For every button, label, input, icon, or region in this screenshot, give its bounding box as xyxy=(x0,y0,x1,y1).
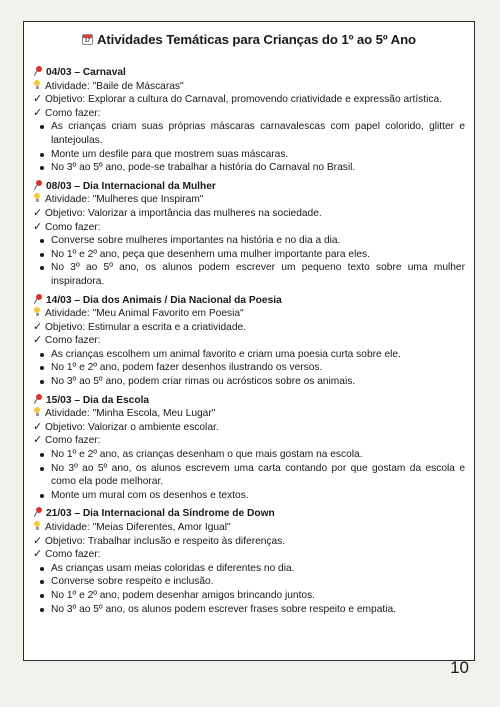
pushpin-icon xyxy=(33,66,43,76)
page-title xyxy=(24,32,474,47)
list-item: Monte um desfile para que mostrem suas máscaras. xyxy=(33,148,465,162)
list-item: Monte um mural com os desenhos e textos. xyxy=(33,489,465,503)
section-heading xyxy=(33,66,465,80)
list-item: No 1º e 2º ano, podem fazer desenhos ilustrando os versos. xyxy=(33,361,465,375)
checkmark-icon: ✓ xyxy=(33,334,43,347)
activity-section xyxy=(33,507,465,616)
activity-line xyxy=(33,80,465,94)
how-to-label: Como fazer: xyxy=(45,435,101,447)
how-to-line xyxy=(33,221,465,235)
list-item: No 1º e 2º ano, peça que desenhem uma mulher importante para eles. xyxy=(33,248,465,262)
objective-line xyxy=(33,93,465,107)
objective-text: Objetivo: Estimular a escrita e a criatividade. xyxy=(45,321,247,333)
checkmark-icon: ✓ xyxy=(33,548,43,561)
checkmark-icon: ✓ xyxy=(33,320,43,333)
steps-list xyxy=(33,120,465,174)
list-item: As crianças criam suas próprias máscaras carnavalescas com papel colorido, glitter e lantejoulas. xyxy=(33,120,465,147)
checkmark-icon: ✓ xyxy=(33,420,43,433)
activity-section xyxy=(33,294,465,389)
pushpin-icon xyxy=(33,394,43,404)
list-item: As crianças usam meias coloridas e diferentes no dia. xyxy=(33,562,465,576)
activity-text: Atividade: "Meias Diferentes, Amor Igual" xyxy=(45,522,231,533)
objective-line xyxy=(33,535,465,549)
section-heading xyxy=(33,507,465,521)
list-item: No 3º ao 5º ano, os alunos podem escrever um pequeno texto sobre uma mulher inspiradora. xyxy=(33,261,465,288)
lightbulb-icon xyxy=(33,521,41,531)
list-item: No 3º ao 5º ano, os alunos escrevem uma carta contando por que gostam da escola e como ela pode melhorar. xyxy=(33,462,465,489)
section-heading-text: 15/03 – Dia da Escola xyxy=(46,394,150,406)
how-to-line xyxy=(33,548,465,562)
lightbulb-icon xyxy=(33,80,41,90)
how-to-label: Como fazer: xyxy=(45,335,101,347)
activity-section xyxy=(33,180,465,289)
page-frame xyxy=(23,21,475,661)
objective-line xyxy=(33,321,465,335)
steps-list xyxy=(33,234,465,288)
checkmark-icon: ✓ xyxy=(33,434,43,447)
pushpin-icon xyxy=(33,507,43,517)
pushpin-icon xyxy=(33,180,43,190)
checkmark-icon: ✓ xyxy=(33,220,43,233)
objective-line xyxy=(33,421,465,435)
list-item: No 3º ao 5º ano, os alunos podem escrever frases sobre respeito e empatia. xyxy=(33,603,465,617)
how-to-label: Como fazer: xyxy=(45,549,101,561)
objective-text: Objetivo: Valorizar o ambiente escolar. xyxy=(45,421,219,433)
section-heading xyxy=(33,294,465,308)
objective-text: Objetivo: Valorizar a importância das mulheres na sociedade. xyxy=(45,207,322,219)
section-heading-text: 21/03 – Dia Internacional da Síndrome de Down xyxy=(46,508,275,520)
steps-list xyxy=(33,348,465,389)
how-to-line xyxy=(33,334,465,348)
how-to-label: Como fazer: xyxy=(45,107,101,119)
list-item: As crianças escolhem um animal favorito e criam uma poesia curta sobre ele. xyxy=(33,348,465,362)
objective-text: Objetivo: Explorar a cultura do Carnaval, promovendo criatividade e expressão artística. xyxy=(45,94,442,106)
steps-list xyxy=(33,448,465,502)
lightbulb-icon xyxy=(33,407,41,417)
lightbulb-icon xyxy=(33,307,41,317)
how-to-line xyxy=(33,107,465,121)
how-to-label: Como fazer: xyxy=(45,221,101,233)
pushpin-icon xyxy=(33,294,43,304)
calendar-icon: 17 xyxy=(82,34,93,45)
page-number: 10 xyxy=(450,658,469,677)
steps-list xyxy=(33,562,465,616)
checkmark-icon: ✓ xyxy=(33,206,43,219)
list-item: No 3º ao 5º ano, podem criar rimas ou acrósticos sobre os animais. xyxy=(33,375,465,389)
activity-section xyxy=(33,394,465,503)
how-to-line xyxy=(33,434,465,448)
section-heading-text: 14/03 – Dia dos Animais / Dia Nacional da Poesia xyxy=(46,294,282,306)
section-heading-text: 08/03 – Dia Internacional da Mulher xyxy=(46,180,216,192)
activity-text: Atividade: "Mulheres que Inspiram" xyxy=(45,194,204,206)
activity-text: Atividade: "Meu Animal Favorito em Poesia" xyxy=(45,308,244,320)
objective-line xyxy=(33,207,465,221)
checkmark-icon: ✓ xyxy=(33,93,43,106)
list-item: Converse sobre mulheres importantes na história e no dia a dia. xyxy=(33,234,465,248)
activity-line xyxy=(33,307,465,321)
activity-section xyxy=(33,66,465,175)
checkmark-icon: ✓ xyxy=(33,106,43,119)
activity-text: Atividade: "Baile de Máscaras" xyxy=(45,80,184,92)
activities-list xyxy=(33,66,465,621)
section-heading xyxy=(33,180,465,194)
activity-line xyxy=(33,193,465,207)
checkmark-icon: ✓ xyxy=(33,534,43,547)
section-heading-text: 04/03 – Carnaval xyxy=(46,67,126,78)
page-title-text: Atividades Temáticas para Crianças do 1º ao 5º Ano xyxy=(96,32,417,47)
list-item: No 1º e 2º ano, as crianças desenham o que mais gostam na escola. xyxy=(33,448,465,462)
list-item: Converse sobre respeito e inclusão. xyxy=(33,575,465,589)
activity-line xyxy=(33,407,465,421)
activity-text: Atividade: "Minha Escola, Meu Lugar" xyxy=(45,408,216,420)
list-item: No 1º e 2º ano, podem desenhar amigos brincando juntos. xyxy=(33,589,465,603)
list-item: No 3º ao 5º ano, pode-se trabalhar a história do Carnaval no Brasil. xyxy=(33,161,465,175)
lightbulb-icon xyxy=(33,193,41,203)
activity-line xyxy=(33,521,465,535)
section-heading xyxy=(33,394,465,408)
objective-text: Objetivo: Trabalhar inclusão e respeito às diferenças. xyxy=(45,535,286,547)
